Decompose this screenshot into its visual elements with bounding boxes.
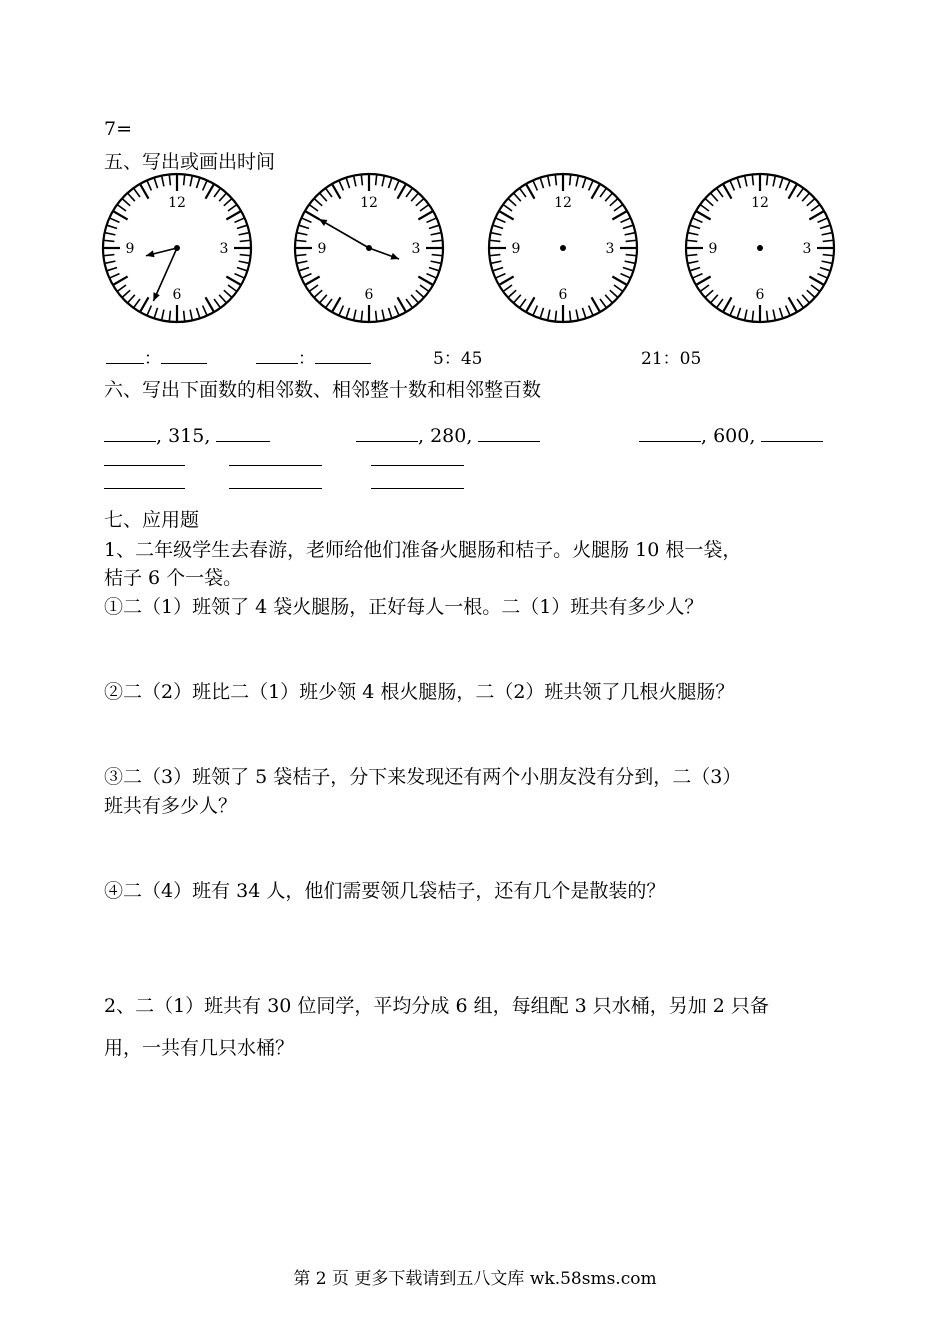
clock-tick [104,240,114,241]
blank-input[interactable] [761,424,823,442]
answer-line[interactable] [371,488,464,489]
clock-4[interactable] [684,172,836,324]
blank-input[interactable] [478,424,540,442]
clock-tick [570,175,571,185]
question-1c-line-1: ③二（3）班领了 5 袋桔子，分下来发现还有两个小朋友没有分到，二（3） [104,766,742,788]
clock-tick [376,175,377,185]
clock-numeral: 12 [360,195,378,211]
clock-numeral: 6 [755,287,765,303]
page-footer: 第 2 页 更多下载请到五八文库 wk.58sms.com [293,1269,657,1289]
clock-numeral: 6 [172,287,182,303]
clock-tick [490,240,500,241]
clock-tick [555,175,556,185]
clock-tick [432,255,442,256]
clock-tick [169,311,170,321]
clock-tick [432,240,442,241]
time-answer-2[interactable]: ： [256,344,371,369]
clock-tick [767,311,768,321]
clock-numeral: 9 [511,241,521,257]
clock-tick [376,311,377,321]
clock-tick [296,240,306,241]
equation-line: 7= [104,118,133,140]
answer-line[interactable] [371,465,464,466]
clock-tick [767,175,768,185]
clock-numeral: 3 [411,241,421,257]
question-1-line-2: 桔子 6 个一袋。 [104,567,243,589]
question-1b: ②二（2）班比二（1）班少领 4 根火腿肠，二（2）班共领了几根火腿肠？ [104,681,735,703]
clock-tick [823,255,833,256]
clock-tick [752,175,753,185]
clock-numeral: 9 [317,241,327,257]
clock-tick [555,311,556,321]
clock-tick [570,311,571,321]
clock-numeral: 3 [605,241,615,257]
blank-input[interactable] [216,424,270,442]
clock-tick [626,255,636,256]
clock-3[interactable] [487,172,639,324]
clock-numeral: 3 [219,241,229,257]
section6-title: 六、写出下面数的相邻数、相邻整十数和相邻整百数 [104,379,542,401]
clock-numeral: 12 [554,195,572,211]
clock-tick [296,255,306,256]
clock-2 [293,172,445,324]
answer-line[interactable] [104,488,185,489]
question-1d: ④二（4）班有 34 人，他们需要领几袋桔子，还有几个是散装的？ [104,880,666,902]
clock-tick [687,240,697,241]
answer-line[interactable] [229,465,322,466]
time-label-3: 5：45 [433,349,483,369]
blank-input[interactable] [356,424,418,442]
clock-numeral: 9 [125,241,135,257]
clock-tick [687,255,697,256]
clock-numeral: 6 [558,287,568,303]
clock-tick [184,175,185,185]
question-1-line-1: 1、二年级学生去春游，老师给他们准备火腿肠和桔子。火腿肠 10 根一袋， [104,539,742,561]
clock-center [560,245,566,251]
clock-tick [240,240,250,241]
clock-tick [626,240,636,241]
clock-tick [240,255,250,256]
time-answer-1[interactable]: ： [106,344,207,369]
clock-numeral: 6 [364,287,374,303]
clock-1 [101,172,253,324]
section7-title: 七、应用题 [104,509,200,531]
question-1c-line-2: 班共有多少人？ [104,795,238,817]
clock-tick [361,175,362,185]
clock-tick [104,255,114,256]
time-label-4: 21：05 [641,349,702,369]
blank-input[interactable] [104,424,156,442]
clock-center [757,245,763,251]
question-2-line-1: 2、二（1）班共有 30 位同学，平均分成 6 组，每组配 3 只水桶，另加 2 只备 [104,995,769,1017]
neighbor-row-3: , 600, [639,424,823,447]
clock-numeral: 9 [708,241,718,257]
clock-numeral: 12 [751,195,769,211]
clock-tick [169,175,170,185]
answer-line[interactable] [104,465,185,466]
clock-numeral: 3 [802,241,812,257]
blank-input[interactable] [639,424,701,442]
answer-line[interactable] [229,488,322,489]
clock-numeral: 12 [168,195,186,211]
clock-tick [823,240,833,241]
clock-tick [361,311,362,321]
neighbor-row-2: , 280, [356,424,540,447]
clock-tick [184,311,185,321]
question-1a: ①二（1）班领了 4 袋火腿肠，正好每人一根。二（1）班共有多少人？ [104,596,704,618]
question-2-line-2: 用，一共有几只水桶？ [104,1037,295,1059]
section5-title: 五、写出或画出时间 [104,151,276,173]
neighbor-row-1: , 315, [104,424,270,447]
clock-tick [752,311,753,321]
clock-tick [490,255,500,256]
